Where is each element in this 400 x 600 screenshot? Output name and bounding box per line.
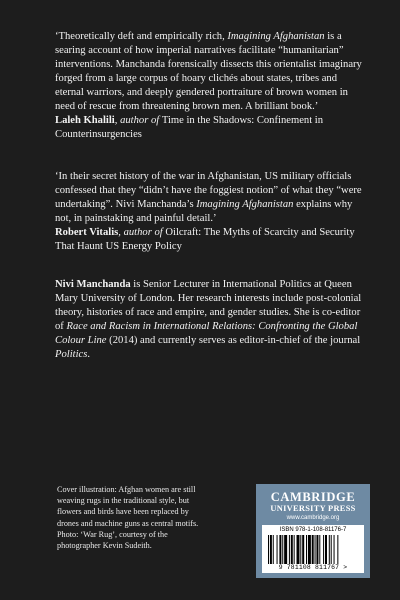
main-text: [55, 30, 365, 362]
bio-author-name: Nivi Manchanda: [55, 279, 131, 290]
author-of-label: , author of: [114, 115, 162, 126]
bio-book-title: Race and Racism in International Relations: Confronting the Global Colour Line: [55, 321, 358, 346]
praise-author: Robert Vitalis: [55, 227, 119, 238]
isbn-label: ISBN 978-1-108-81176-7: [279, 527, 347, 533]
quote-book-title: Imagining Afghanistan: [196, 199, 294, 210]
barcode-number: 9 781108 811767 >: [278, 564, 348, 571]
quote-text: is a searing account of how imperial narratives facilitate “humanitarian” interventions. Manchanda forensically dissects this orientalist imaginary forged from a large corpus of hoary clichés about states, tribes and eternal warriors, and deeply gendered portraiture of brown women in need of rescue from threatening brown men. A brilliant book.’: [55, 31, 362, 112]
quote-book-title: Imagining Afghanistan: [227, 31, 325, 42]
quote-text: ‘Theoretically deft and empirically rich,: [55, 31, 228, 42]
praise-quote-2: [55, 170, 365, 226]
publisher-box: [256, 484, 370, 578]
author-of-label: , author of: [118, 227, 166, 238]
cover-caption: Cover illustration: Afghan women are still weaving rugs in the traditional style, but flowers and birds have been replaced by drones and machine guns as central motifs. Photo: ‘War Rug’, courtesy of the photographer Kevin Sudeith.: [57, 485, 199, 551]
publisher-url: www.cambridge.org: [286, 515, 340, 521]
barcode-icon: [268, 535, 358, 564]
praise-attribution-1: [55, 114, 365, 142]
praise-block-2: [55, 170, 365, 254]
author-work: Time in the Shadows: Confinement in Counterinsurgencies: [55, 115, 324, 140]
praise-attribution-2: [55, 226, 365, 254]
barcode-panel: [262, 525, 364, 573]
praise-author: Laleh Khalili: [55, 115, 115, 126]
bio-journal-title: Politics: [55, 349, 88, 360]
quote-text: explains why not, in painstaking and painful detail.’: [55, 199, 353, 224]
author-bio: [55, 278, 365, 362]
praise-block-1: [55, 30, 365, 142]
publisher-name: CAMBRIDGE: [270, 490, 356, 504]
bio-text: .: [87, 349, 91, 360]
praise-quote-1: [55, 30, 365, 114]
bio-text: (2014) and currently serves as editor-in-chief of the journal: [106, 335, 361, 346]
quote-text: ‘In their secret history of the war in Afghanistan, US military officials confessed that they “didn’t have the foggiest notion” of what they “were undertaking”. Nivi Manchanda’s: [55, 171, 362, 210]
publisher-subtitle: UNIVERSITY PRESS: [270, 504, 356, 513]
bio-text: is Senior Lecturer in International Politics at Queen Mary University of London. Her research interests include post-colonial theory, histories of race and empire, and gender studies. She is co-editor of: [55, 279, 362, 332]
author-work: Oilcraft: The Myths of Scarcity and Security That Haunt US Energy Policy: [55, 227, 355, 252]
